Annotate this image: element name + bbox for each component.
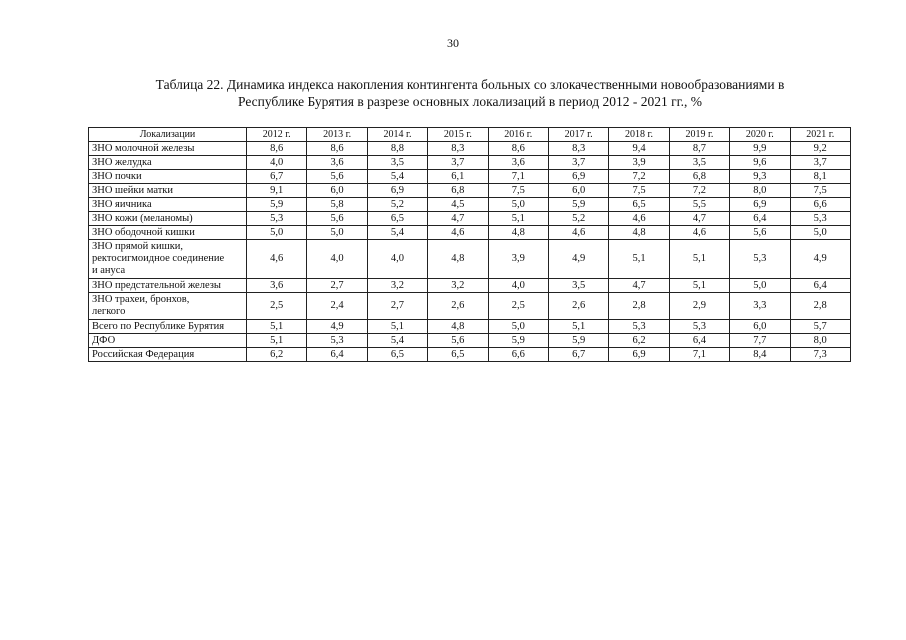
value-cell: 5,0 xyxy=(790,226,850,240)
value-cell: 5,1 xyxy=(548,320,608,334)
value-cell: 4,0 xyxy=(488,279,548,293)
value-cell: 5,5 xyxy=(669,198,729,212)
value-cell: 2,9 xyxy=(669,293,729,320)
value-cell: 8,3 xyxy=(428,142,488,156)
table-row xyxy=(89,320,851,334)
value-cell: 8,6 xyxy=(307,142,367,156)
value-cell: 3,6 xyxy=(247,279,307,293)
value-cell: 5,1 xyxy=(669,240,729,279)
value-cell: 5,2 xyxy=(548,212,608,226)
value-cell: 5,4 xyxy=(367,334,427,348)
value-cell: 5,0 xyxy=(488,198,548,212)
table-row xyxy=(89,198,851,212)
value-cell: 6,8 xyxy=(428,184,488,198)
value-cell: 5,3 xyxy=(669,320,729,334)
localization-cell xyxy=(89,156,247,170)
value-cell: 4,8 xyxy=(428,240,488,279)
value-cell: 9,2 xyxy=(790,142,850,156)
value-cell: 4,6 xyxy=(548,226,608,240)
header-localization: Локализации xyxy=(89,128,247,142)
value-cell: 7,2 xyxy=(669,184,729,198)
localization-label-line: ЗНО прямой кишки, xyxy=(92,241,184,252)
header-year: 2018 г. xyxy=(609,128,669,142)
value-cell: 3,5 xyxy=(669,156,729,170)
value-cell: 5,3 xyxy=(247,212,307,226)
localization-label-line: Российская Федерация xyxy=(92,348,195,360)
value-cell: 4,9 xyxy=(307,320,367,334)
localization-label-line: ЗНО кожи (меланомы) xyxy=(92,212,193,224)
table-row xyxy=(89,142,851,156)
value-cell: 4,6 xyxy=(669,226,729,240)
value-cell: 6,0 xyxy=(730,320,790,334)
value-cell: 2,5 xyxy=(247,293,307,320)
value-cell: 5,1 xyxy=(609,240,669,279)
value-cell: 6,9 xyxy=(367,184,427,198)
value-cell: 5,6 xyxy=(730,226,790,240)
table-body xyxy=(89,142,851,362)
value-cell: 5,9 xyxy=(548,334,608,348)
value-cell: 4,0 xyxy=(367,240,427,279)
value-cell: 4,6 xyxy=(609,212,669,226)
value-cell: 9,4 xyxy=(609,142,669,156)
table-row xyxy=(89,212,851,226)
localization-label-line: ЗНО шейки матки xyxy=(92,184,174,196)
value-cell: 9,6 xyxy=(730,156,790,170)
table-row xyxy=(89,240,851,279)
header-year: 2014 г. xyxy=(367,128,427,142)
value-cell: 5,8 xyxy=(307,198,367,212)
header-year: 2019 г. xyxy=(669,128,729,142)
value-cell: 6,5 xyxy=(428,348,488,362)
value-cell: 3,9 xyxy=(488,240,548,279)
value-cell: 3,7 xyxy=(428,156,488,170)
value-cell: 8,0 xyxy=(730,184,790,198)
localization-cell xyxy=(89,170,247,184)
table-row xyxy=(89,170,851,184)
header-year: 2017 г. xyxy=(548,128,608,142)
value-cell: 3,5 xyxy=(548,279,608,293)
value-cell: 6,4 xyxy=(730,212,790,226)
localization-label-line: ЗНО почки xyxy=(92,170,142,182)
localization-cell xyxy=(89,212,247,226)
value-cell: 5,9 xyxy=(548,198,608,212)
value-cell: 9,9 xyxy=(730,142,790,156)
value-cell: 5,1 xyxy=(367,320,427,334)
value-cell: 6,5 xyxy=(367,348,427,362)
value-cell: 4,0 xyxy=(247,156,307,170)
localization-cell xyxy=(89,279,247,293)
value-cell: 6,8 xyxy=(669,170,729,184)
value-cell: 7,3 xyxy=(790,348,850,362)
value-cell: 7,5 xyxy=(488,184,548,198)
value-cell: 4,5 xyxy=(428,198,488,212)
localization-cell xyxy=(89,142,247,156)
value-cell: 7,5 xyxy=(790,184,850,198)
value-cell: 7,5 xyxy=(609,184,669,198)
table-caption xyxy=(90,76,850,110)
caption-line-1: Таблица 22. Динамика индекса накопления контингента больных со злокачественными новообразованиями в xyxy=(155,77,785,92)
value-cell: 5,6 xyxy=(307,170,367,184)
table-row xyxy=(89,293,851,320)
value-cell: 4,7 xyxy=(428,212,488,226)
value-cell: 5,7 xyxy=(790,320,850,334)
value-cell: 6,2 xyxy=(247,348,307,362)
value-cell: 6,5 xyxy=(609,198,669,212)
value-cell: 6,5 xyxy=(367,212,427,226)
value-cell: 2,8 xyxy=(790,293,850,320)
header-year: 2012 г. xyxy=(247,128,307,142)
value-cell: 2,4 xyxy=(307,293,367,320)
value-cell: 3,7 xyxy=(790,156,850,170)
value-cell: 5,4 xyxy=(367,226,427,240)
value-cell: 5,3 xyxy=(790,212,850,226)
value-cell: 2,6 xyxy=(548,293,608,320)
localization-label-line: ректосигмоидное соединение xyxy=(92,253,225,264)
value-cell: 3,2 xyxy=(367,279,427,293)
value-cell: 5,1 xyxy=(247,320,307,334)
header-year: 2013 г. xyxy=(307,128,367,142)
value-cell: 2,5 xyxy=(488,293,548,320)
value-cell: 4,6 xyxy=(247,240,307,279)
value-cell: 5,0 xyxy=(488,320,548,334)
value-cell: 4,8 xyxy=(609,226,669,240)
value-cell: 8,1 xyxy=(790,170,850,184)
value-cell: 6,4 xyxy=(790,279,850,293)
localization-label-line: ЗНО ободочной кишки xyxy=(92,226,195,238)
value-cell: 5,6 xyxy=(428,334,488,348)
localization-cell xyxy=(89,293,247,320)
value-cell: 4,8 xyxy=(488,226,548,240)
value-cell: 6,6 xyxy=(790,198,850,212)
value-cell: 5,0 xyxy=(247,226,307,240)
page-number: 30 xyxy=(447,36,459,50)
value-cell: 3,2 xyxy=(428,279,488,293)
localization-cell xyxy=(89,334,247,348)
value-cell: 3,5 xyxy=(367,156,427,170)
value-cell: 4,9 xyxy=(790,240,850,279)
value-cell: 5,1 xyxy=(669,279,729,293)
value-cell: 4,7 xyxy=(609,279,669,293)
table-row xyxy=(89,184,851,198)
data-table xyxy=(88,127,851,362)
localization-label-line: легкого xyxy=(92,306,126,317)
value-cell: 5,1 xyxy=(488,212,548,226)
value-cell: 5,9 xyxy=(247,198,307,212)
value-cell: 8,8 xyxy=(367,142,427,156)
value-cell: 6,6 xyxy=(488,348,548,362)
value-cell: 6,9 xyxy=(609,348,669,362)
localization-cell xyxy=(89,198,247,212)
value-cell: 8,0 xyxy=(790,334,850,348)
value-cell: 5,3 xyxy=(730,240,790,279)
localization-cell xyxy=(89,184,247,198)
value-cell: 6,7 xyxy=(247,170,307,184)
value-cell: 2,8 xyxy=(609,293,669,320)
value-cell: 6,0 xyxy=(548,184,608,198)
localization-cell xyxy=(89,240,247,279)
value-cell: 6,4 xyxy=(669,334,729,348)
value-cell: 8,4 xyxy=(730,348,790,362)
localization-cell xyxy=(89,320,247,334)
value-cell: 6,9 xyxy=(548,170,608,184)
header-year: 2021 г. xyxy=(790,128,850,142)
header-year: 2016 г. xyxy=(488,128,548,142)
value-cell: 2,7 xyxy=(367,293,427,320)
table-header-row xyxy=(89,128,851,142)
value-cell: 4,9 xyxy=(548,240,608,279)
header-year: 2020 г. xyxy=(730,128,790,142)
value-cell: 5,2 xyxy=(367,198,427,212)
value-cell: 5,3 xyxy=(609,320,669,334)
value-cell: 6,4 xyxy=(307,348,367,362)
value-cell: 4,7 xyxy=(669,212,729,226)
value-cell: 6,0 xyxy=(307,184,367,198)
localization-label-line: ЗНО трахеи, бронхов, xyxy=(92,294,190,305)
value-cell: 3,3 xyxy=(730,293,790,320)
caption-line-2: Республике Бурятия в разрезе основных локализаций в период 2012 - 2021 гг., % xyxy=(237,94,703,109)
localization-cell xyxy=(89,226,247,240)
value-cell: 7,7 xyxy=(730,334,790,348)
value-cell: 9,1 xyxy=(247,184,307,198)
value-cell: 5,3 xyxy=(307,334,367,348)
value-cell: 6,9 xyxy=(730,198,790,212)
value-cell: 2,7 xyxy=(307,279,367,293)
table-row xyxy=(89,156,851,170)
value-cell: 4,8 xyxy=(428,320,488,334)
value-cell: 7,1 xyxy=(669,348,729,362)
localization-label-line: ЗНО желудка xyxy=(92,156,152,168)
value-cell: 2,6 xyxy=(428,293,488,320)
value-cell: 9,3 xyxy=(730,170,790,184)
table-row xyxy=(89,348,851,362)
localization-label-line: и ануса xyxy=(92,265,126,276)
localization-label-line: Всего по Республике Бурятия xyxy=(92,320,225,332)
value-cell: 6,2 xyxy=(609,334,669,348)
value-cell: 8,3 xyxy=(548,142,608,156)
value-cell: 6,1 xyxy=(428,170,488,184)
value-cell: 5,4 xyxy=(367,170,427,184)
value-cell: 3,7 xyxy=(548,156,608,170)
table-row xyxy=(89,334,851,348)
value-cell: 4,6 xyxy=(428,226,488,240)
value-cell: 7,2 xyxy=(609,170,669,184)
localization-label-line: ДФО xyxy=(92,334,116,346)
value-cell: 7,1 xyxy=(488,170,548,184)
table-row xyxy=(89,279,851,293)
value-cell: 3,6 xyxy=(488,156,548,170)
value-cell: 6,7 xyxy=(548,348,608,362)
localization-label-line: ЗНО молочной железы xyxy=(92,142,195,154)
localization-label-line: ЗНО яичника xyxy=(92,198,152,210)
value-cell: 5,0 xyxy=(307,226,367,240)
value-cell: 4,0 xyxy=(307,240,367,279)
value-cell: 8,6 xyxy=(488,142,548,156)
value-cell: 3,6 xyxy=(307,156,367,170)
localization-cell xyxy=(89,348,247,362)
header-year: 2015 г. xyxy=(428,128,488,142)
value-cell: 5,9 xyxy=(488,334,548,348)
value-cell: 8,6 xyxy=(247,142,307,156)
value-cell: 8,7 xyxy=(669,142,729,156)
value-cell: 5,0 xyxy=(730,279,790,293)
value-cell: 5,6 xyxy=(307,212,367,226)
localization-label-line: ЗНО предстательной железы xyxy=(92,279,221,291)
value-cell: 5,1 xyxy=(247,334,307,348)
table-row xyxy=(89,226,851,240)
value-cell: 3,9 xyxy=(609,156,669,170)
